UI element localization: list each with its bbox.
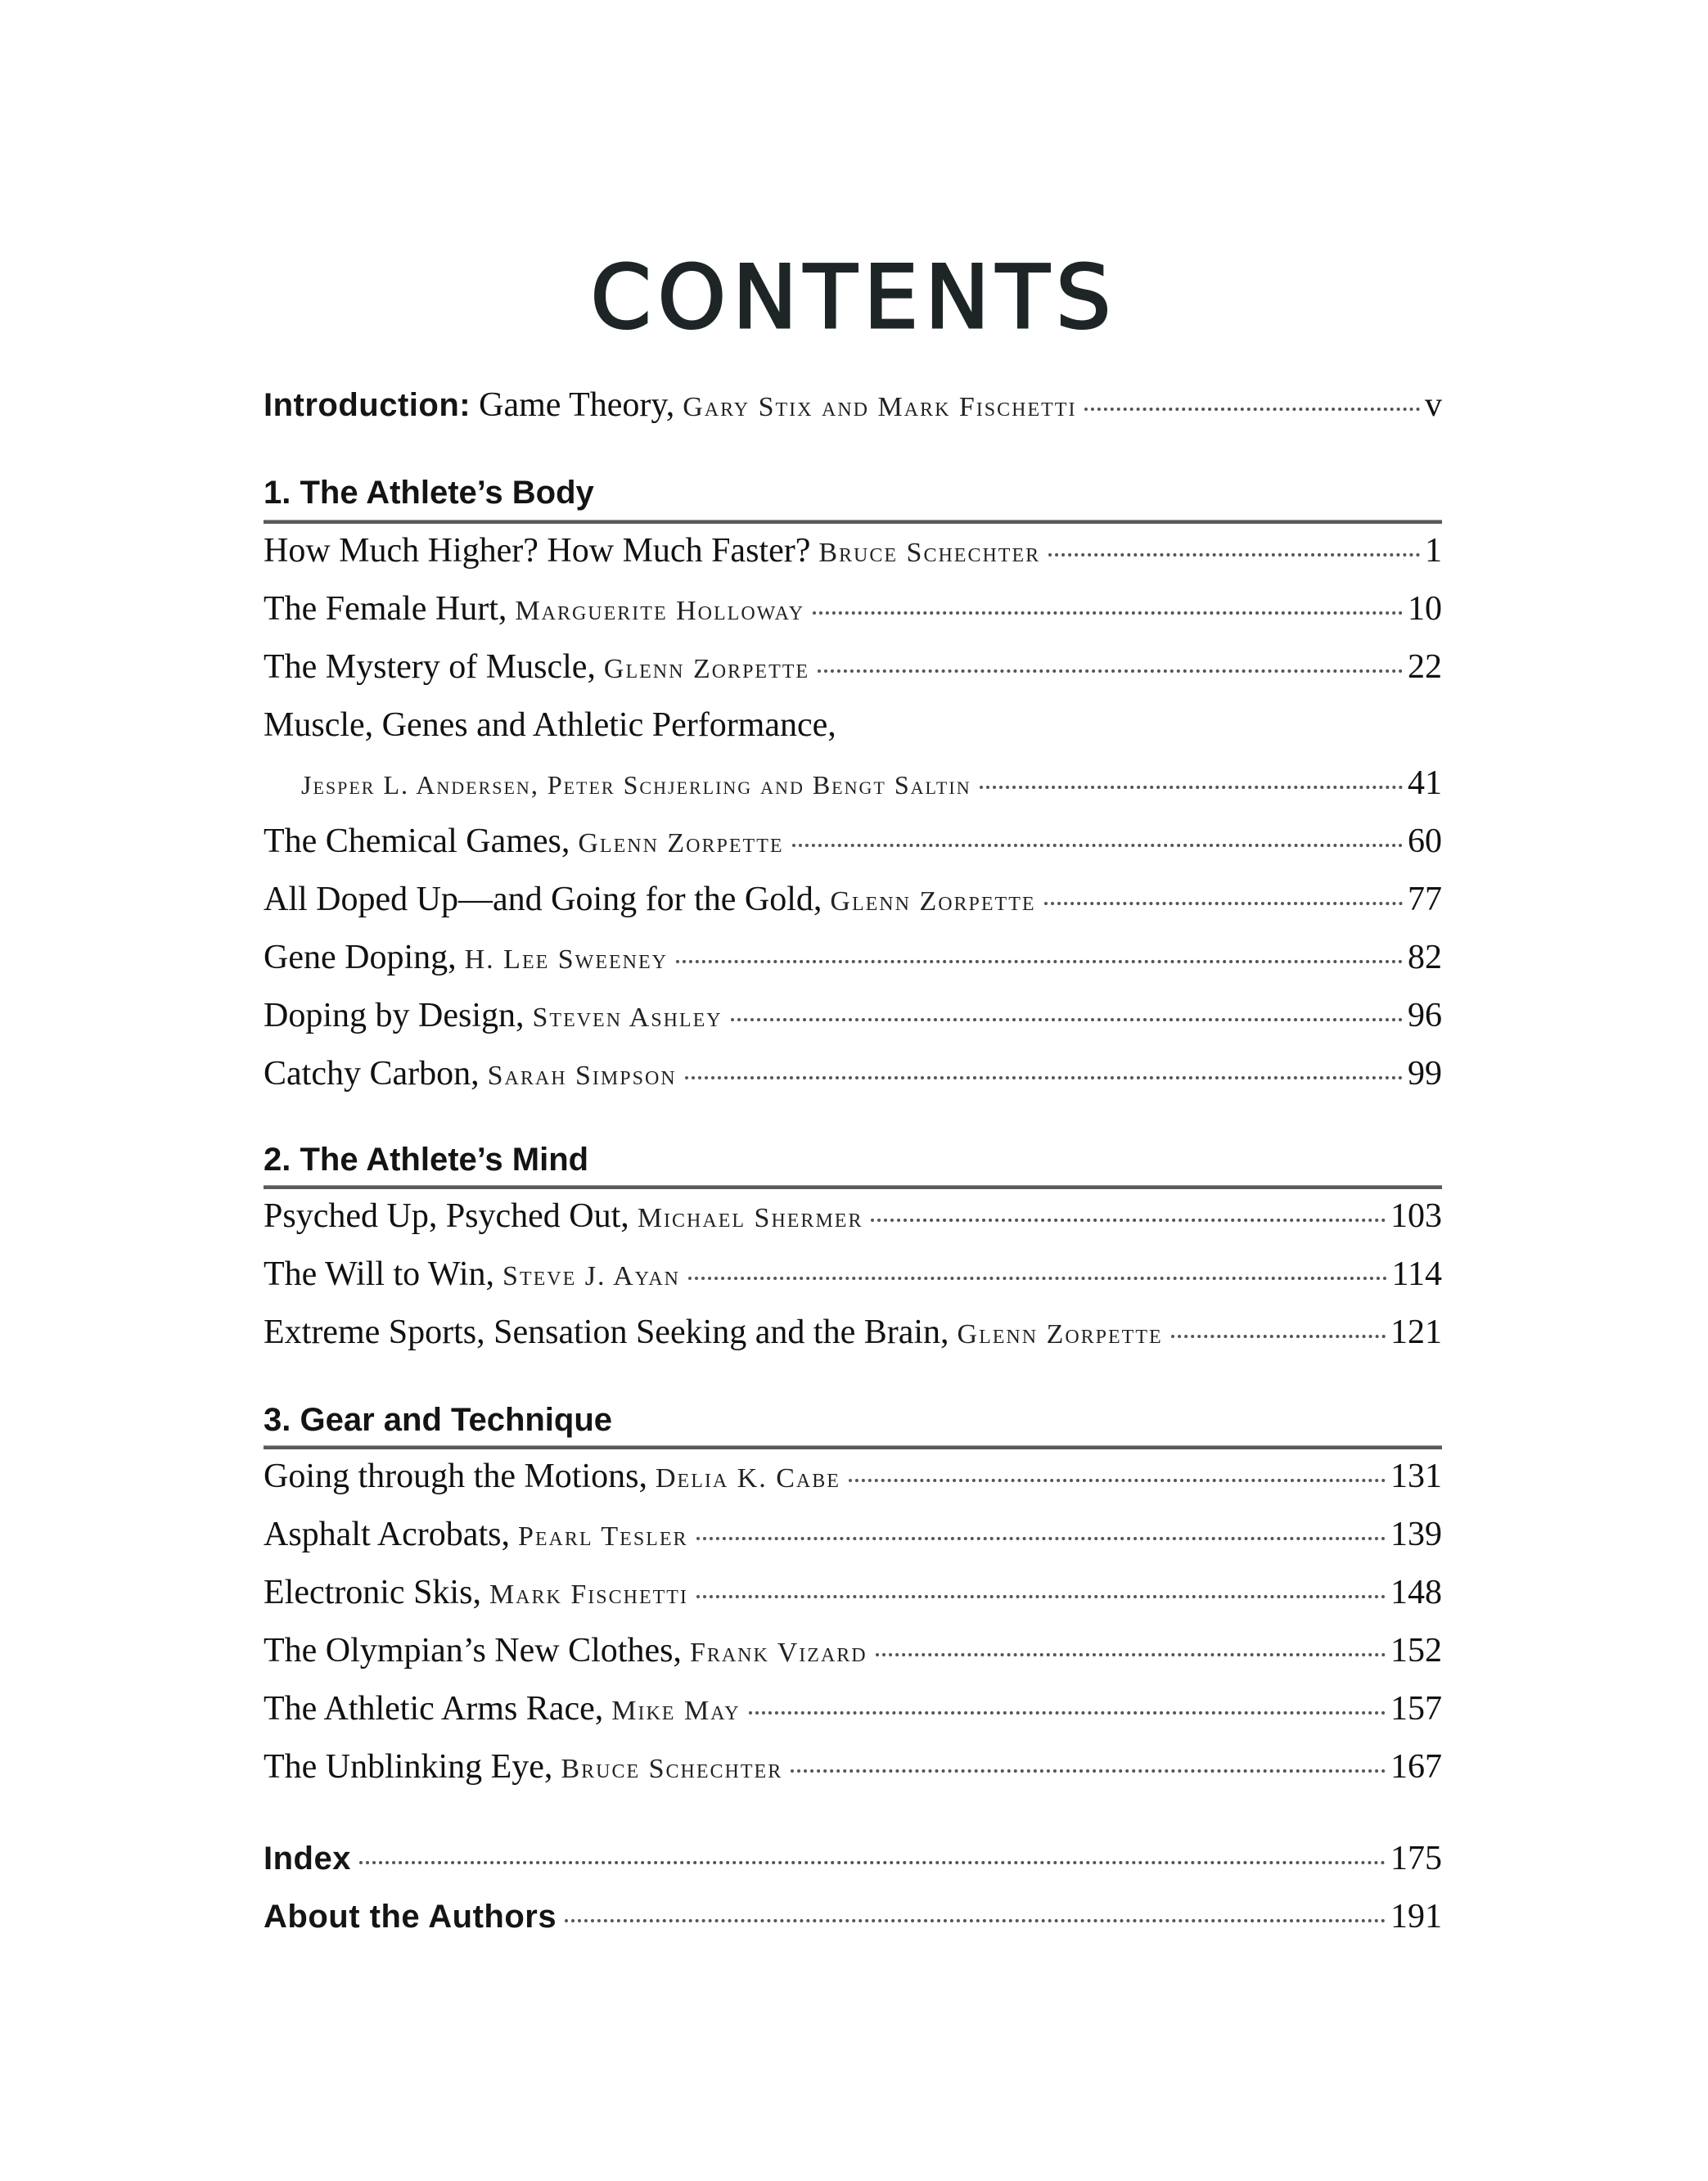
toc-entry[interactable] — [264, 584, 1442, 633]
dot-leader — [818, 669, 1403, 673]
dot-leader — [876, 1653, 1386, 1656]
entry-page: 157 — [1390, 1690, 1442, 1728]
toc-entry-author-line[interactable] — [264, 759, 1442, 808]
toc-entry[interactable] — [264, 1742, 1442, 1791]
dot-leader — [792, 844, 1403, 847]
dot-leader — [749, 1711, 1386, 1715]
entry-page: 1 — [1425, 532, 1442, 570]
entry-title: The Unblinking Eye, — [264, 1748, 553, 1786]
entry-author: H. Lee Sweeney — [464, 944, 668, 975]
entry-author: Bruce Schechter — [561, 1754, 783, 1784]
entry-title: Extreme Sports, Sensation Seeking and the Brain, — [264, 1314, 949, 1351]
entry-author: Marguerite Holloway — [515, 596, 805, 626]
toc-entry[interactable] — [264, 875, 1442, 924]
section-divider — [264, 520, 1442, 524]
entry-page: 103 — [1390, 1197, 1442, 1235]
entry-author: Delia K. Cabe — [656, 1463, 840, 1494]
dot-leader — [791, 1769, 1386, 1773]
section-heading-athletes-body: 1. The Athlete’s Body — [264, 475, 594, 511]
entry-title: The Olympian’s New Clothes, — [264, 1632, 682, 1670]
entry-page: 60 — [1408, 822, 1442, 860]
section-divider — [264, 1445, 1442, 1449]
entry-page: 77 — [1408, 881, 1442, 918]
entry-author: Sarah Simpson — [487, 1061, 677, 1091]
entry-author: Glenn Zorpette — [830, 886, 1036, 917]
dot-leader — [688, 1277, 1387, 1280]
entry-author: Bruce Schechter — [818, 538, 1041, 568]
entry-title: All Doped Up—and Going for the Gold, — [264, 881, 822, 918]
entry-author: Steve J. Ayan — [502, 1261, 681, 1291]
entry-page: 10 — [1408, 590, 1442, 628]
dot-leader — [980, 786, 1403, 789]
entry-author: Gary Stix and Mark Fischetti — [683, 392, 1077, 422]
toc-entry[interactable] — [264, 933, 1442, 982]
entry-author: Glenn Zorpette — [603, 654, 810, 684]
toc-entry-introduction[interactable] — [264, 381, 1442, 430]
toc-entry[interactable] — [264, 1568, 1442, 1617]
dot-leader — [813, 611, 1403, 615]
entry-page: 41 — [1408, 764, 1442, 802]
dot-leader — [696, 1595, 1386, 1598]
entry-title: Psyched Up, Psyched Out, — [264, 1197, 629, 1235]
entry-author: Pearl Tesler — [517, 1521, 688, 1552]
dot-leader — [1171, 1335, 1386, 1338]
toc-entry[interactable] — [264, 817, 1442, 866]
dot-leader — [676, 960, 1403, 963]
toc-entry[interactable] — [264, 1684, 1442, 1733]
dot-leader — [731, 1018, 1403, 1021]
entry-title: Doping by Design, — [264, 997, 525, 1034]
entry-title: The Female Hurt, — [264, 590, 507, 628]
dot-leader — [696, 1537, 1386, 1540]
dot-leader — [1084, 408, 1420, 411]
entry-page: v — [1425, 386, 1442, 424]
dot-leader — [685, 1076, 1403, 1079]
dot-leader — [871, 1219, 1386, 1222]
entry-page: 148 — [1390, 1574, 1442, 1611]
entry-page: 152 — [1390, 1632, 1442, 1670]
entry-page: 131 — [1390, 1458, 1442, 1495]
toc-entry-about-authors[interactable] — [264, 1892, 1442, 1941]
entry-title: Going through the Motions, — [264, 1458, 647, 1495]
entry-page: 114 — [1391, 1255, 1442, 1293]
dot-leader — [1044, 902, 1403, 905]
introduction-label: Introduction: — [264, 387, 471, 423]
entry-author: Jesper L. Andersen, Peter Schjerling and Bengt Saltin — [301, 770, 971, 800]
entry-title: Game Theory, — [479, 386, 675, 424]
entry-title: Electronic Skis, — [264, 1574, 481, 1611]
entry-title: The Chemical Games, — [264, 822, 570, 860]
toc-entry[interactable] — [264, 526, 1442, 575]
entry-page: 191 — [1390, 1898, 1442, 1935]
entry-title: Muscle, Genes and Athletic Performance, — [264, 706, 836, 744]
toc-entry[interactable] — [264, 1452, 1442, 1501]
section-divider — [264, 1185, 1442, 1189]
entry-author: Mike May — [611, 1696, 741, 1726]
dot-leader — [1048, 553, 1420, 557]
entry-page: 96 — [1408, 997, 1442, 1034]
page-title: CONTENTS — [590, 247, 1118, 349]
entry-title: The Will to Win, — [264, 1255, 495, 1293]
entry-page: 175 — [1390, 1840, 1442, 1877]
entry-page: 99 — [1408, 1055, 1442, 1093]
entry-author: Glenn Zorpette — [578, 828, 784, 858]
entry-page: 121 — [1390, 1314, 1442, 1351]
entry-title: Asphalt Acrobats, — [264, 1516, 510, 1553]
section-heading-gear-technique: 3. Gear and Technique — [264, 1402, 613, 1438]
entry-title: Index — [264, 1841, 351, 1877]
entry-author: Glenn Zorpette — [957, 1319, 1163, 1350]
entry-author: Mark Fischetti — [489, 1579, 688, 1610]
section-heading-athletes-mind: 2. The Athlete’s Mind — [264, 1142, 589, 1178]
toc-entry[interactable] — [264, 1308, 1442, 1357]
toc-entry[interactable] — [264, 642, 1442, 692]
dot-leader — [849, 1479, 1386, 1482]
entry-page: 82 — [1408, 939, 1442, 976]
toc-entry-title-line[interactable] — [264, 701, 1442, 750]
entry-page: 22 — [1408, 648, 1442, 686]
entry-title: Catchy Carbon, — [264, 1055, 480, 1093]
toc-entry[interactable] — [264, 1049, 1442, 1098]
dot-leader — [359, 1861, 1386, 1864]
entry-author: Michael Shermer — [637, 1203, 863, 1233]
entry-page: 167 — [1390, 1748, 1442, 1786]
toc-entry[interactable] — [264, 1192, 1442, 1241]
entry-author: Frank Vizard — [689, 1638, 868, 1668]
entry-page: 139 — [1390, 1516, 1442, 1553]
toc-entry[interactable] — [264, 1250, 1442, 1299]
toc-entry[interactable] — [264, 991, 1442, 1040]
entry-author: Steven Ashley — [532, 1003, 723, 1033]
entry-title: How Much Higher? How Much Faster? — [264, 532, 811, 570]
entry-title: The Mystery of Muscle, — [264, 648, 596, 686]
dot-leader — [565, 1919, 1386, 1922]
toc-entry[interactable] — [264, 1510, 1442, 1559]
entry-title: The Athletic Arms Race, — [264, 1690, 604, 1728]
entry-title: Gene Doping, — [264, 939, 457, 976]
toc-entry-index[interactable] — [264, 1834, 1442, 1883]
entry-title: About the Authors — [264, 1899, 557, 1935]
toc-entry[interactable] — [264, 1626, 1442, 1675]
